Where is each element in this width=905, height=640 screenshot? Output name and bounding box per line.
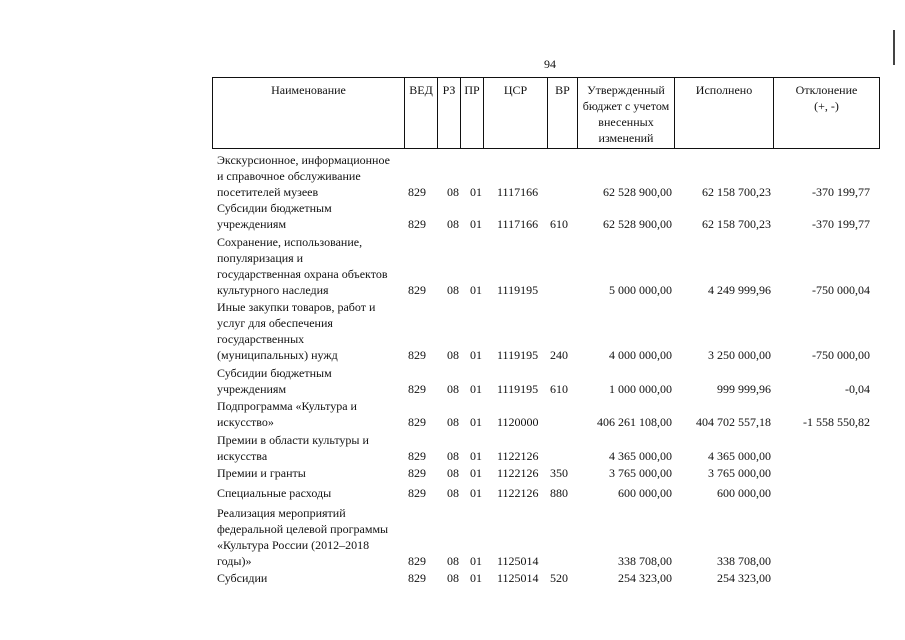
cell-pr: 01 bbox=[470, 217, 482, 231]
cell-rz: 08 bbox=[447, 283, 459, 297]
row-name bbox=[217, 365, 399, 397]
table-row bbox=[0, 234, 905, 298]
cell-rz: 08 bbox=[447, 217, 459, 231]
row-name bbox=[217, 570, 399, 586]
table-row bbox=[0, 200, 905, 232]
cell-vr: 610 bbox=[550, 217, 568, 231]
cell-rz: 08 bbox=[447, 348, 459, 362]
row-name bbox=[217, 299, 399, 363]
cell-pr: 01 bbox=[470, 449, 482, 463]
header-deviation-line: (+, -) bbox=[814, 99, 839, 113]
header-deviation bbox=[774, 78, 879, 148]
row-name-line: Иные закупки товаров, работ и bbox=[217, 300, 376, 314]
header-name-line: Наименование bbox=[271, 83, 346, 97]
cell-approved: 254 323,00 bbox=[618, 571, 672, 585]
cell-pr: 01 bbox=[470, 554, 482, 568]
table-row bbox=[0, 432, 905, 464]
row-name-line: и справочное обслуживание bbox=[217, 169, 361, 183]
cell-executed: 4 365 000,00 bbox=[708, 449, 771, 463]
cell-ved: 829 bbox=[408, 554, 426, 568]
row-name bbox=[217, 505, 399, 569]
row-name-line: искусства bbox=[217, 449, 268, 463]
scan-edge-mark bbox=[893, 30, 895, 65]
header-vr-line: ВР bbox=[555, 83, 570, 97]
row-name-line: Специальные расходы bbox=[217, 486, 332, 500]
header-deviation-line: Отклонение bbox=[795, 83, 858, 97]
cell-ved: 829 bbox=[408, 449, 426, 463]
cell-deviation: -370 199,77 bbox=[812, 217, 870, 231]
cell-vr: 610 bbox=[550, 382, 568, 396]
row-name-line: популяризация и bbox=[217, 251, 304, 265]
row-name-line: Подпрограмма «Культура и bbox=[217, 399, 357, 413]
header-executed-line: Исполнено bbox=[695, 83, 753, 97]
cell-approved: 62 528 900,00 bbox=[603, 217, 672, 231]
cell-approved: 4 000 000,00 bbox=[609, 348, 672, 362]
row-name-line: государственная охрана объектов bbox=[217, 267, 388, 281]
cell-approved: 1 000 000,00 bbox=[609, 382, 672, 396]
table-row bbox=[0, 465, 905, 481]
cell-ved: 829 bbox=[408, 217, 426, 231]
table-row bbox=[0, 398, 905, 430]
header-approved-line: изменений bbox=[598, 131, 654, 145]
cell-rz: 08 bbox=[447, 449, 459, 463]
header-csr-line: ЦСР bbox=[503, 83, 528, 97]
row-name-line: (муниципальных) нужд bbox=[217, 348, 338, 362]
cell-ved: 829 bbox=[408, 571, 426, 585]
cell-csr: 1122126 bbox=[497, 466, 539, 480]
cell-pr: 01 bbox=[470, 486, 482, 500]
cell-csr: 1119195 bbox=[497, 283, 539, 297]
header-approved-line: бюджет с учетом bbox=[582, 99, 670, 113]
table-row bbox=[0, 570, 905, 586]
cell-executed: 338 708,00 bbox=[717, 554, 771, 568]
cell-approved: 3 765 000,00 bbox=[609, 466, 672, 480]
table-row bbox=[0, 485, 905, 501]
cell-deviation: -370 199,77 bbox=[812, 185, 870, 199]
row-name-line: искусство» bbox=[217, 415, 274, 429]
cell-rz: 08 bbox=[447, 466, 459, 480]
header-csr bbox=[484, 78, 548, 148]
cell-executed: 254 323,00 bbox=[717, 571, 771, 585]
cell-executed: 404 702 557,18 bbox=[696, 415, 771, 429]
cell-executed: 999 999,96 bbox=[717, 382, 771, 396]
row-name bbox=[217, 432, 399, 464]
row-name-line: Премии и гранты bbox=[217, 466, 306, 480]
cell-ved: 829 bbox=[408, 486, 426, 500]
row-name-line: годы)» bbox=[217, 554, 252, 568]
page-number: 94 bbox=[544, 57, 556, 71]
row-name bbox=[217, 234, 399, 298]
row-name bbox=[217, 200, 399, 232]
cell-rz: 08 bbox=[447, 486, 459, 500]
cell-csr: 1119195 bbox=[497, 382, 539, 396]
row-name-line: государственных bbox=[217, 332, 305, 346]
cell-approved: 5 000 000,00 bbox=[609, 283, 672, 297]
cell-csr: 1125014 bbox=[497, 554, 539, 568]
cell-executed: 600 000,00 bbox=[717, 486, 771, 500]
row-name-line: посетителей музеев bbox=[217, 185, 319, 199]
header-approved-line: внесенных bbox=[598, 115, 654, 129]
cell-ved: 829 bbox=[408, 283, 426, 297]
row-name bbox=[217, 152, 399, 200]
row-name-line: Экскурсионное, информационное bbox=[217, 153, 390, 167]
cell-csr: 1120000 bbox=[497, 415, 539, 429]
header-ved bbox=[405, 78, 438, 148]
header-rz-line: РЗ bbox=[442, 83, 456, 97]
cell-pr: 01 bbox=[470, 382, 482, 396]
cell-ved: 829 bbox=[408, 382, 426, 396]
table-row bbox=[0, 365, 905, 397]
cell-approved: 406 261 108,00 bbox=[597, 415, 672, 429]
cell-csr: 1122126 bbox=[497, 486, 539, 500]
row-name-line: культурного наследия bbox=[217, 283, 329, 297]
cell-vr: 240 bbox=[550, 348, 568, 362]
cell-executed: 62 158 700,23 bbox=[702, 185, 771, 199]
cell-pr: 01 bbox=[470, 283, 482, 297]
row-name-line: Субсидии bbox=[217, 571, 268, 585]
cell-approved: 338 708,00 bbox=[618, 554, 672, 568]
header-approved-line: Утвержденный bbox=[587, 83, 665, 97]
header-vr bbox=[548, 78, 578, 148]
cell-pr: 01 bbox=[470, 415, 482, 429]
cell-pr: 01 bbox=[470, 348, 482, 362]
cell-csr: 1119195 bbox=[497, 348, 539, 362]
cell-pr: 01 bbox=[470, 466, 482, 480]
cell-approved: 600 000,00 bbox=[618, 486, 672, 500]
table-row bbox=[0, 505, 905, 569]
row-name-line: учреждениям bbox=[217, 382, 287, 396]
row-name-line: Реализация мероприятий bbox=[217, 506, 346, 520]
row-name-line: федеральной целевой программы bbox=[217, 522, 389, 536]
cell-deviation: -750 000,04 bbox=[812, 283, 870, 297]
cell-csr: 1117166 bbox=[497, 217, 539, 231]
cell-deviation: -1 558 550,82 bbox=[803, 415, 870, 429]
row-name-line: «Культура России (2012–2018 bbox=[217, 538, 370, 552]
header-ved-line: ВЕД bbox=[409, 83, 433, 97]
cell-approved: 62 528 900,00 bbox=[603, 185, 672, 199]
table-header bbox=[212, 77, 880, 149]
cell-executed: 62 158 700,23 bbox=[702, 217, 771, 231]
header-pr bbox=[461, 78, 484, 148]
cell-executed: 3 765 000,00 bbox=[708, 466, 771, 480]
row-name-line: учреждениям bbox=[217, 217, 287, 231]
header-name bbox=[213, 78, 405, 148]
row-name bbox=[217, 465, 399, 481]
header-rz bbox=[438, 78, 461, 148]
cell-rz: 08 bbox=[447, 382, 459, 396]
cell-rz: 08 bbox=[447, 415, 459, 429]
cell-rz: 08 bbox=[447, 571, 459, 585]
row-name bbox=[217, 485, 399, 501]
cell-csr: 1125014 bbox=[497, 571, 539, 585]
cell-ved: 829 bbox=[408, 185, 426, 199]
cell-vr: 880 bbox=[550, 486, 568, 500]
cell-executed: 4 249 999,96 bbox=[708, 283, 771, 297]
cell-rz: 08 bbox=[447, 185, 459, 199]
row-name-line: Премии в области культуры и bbox=[217, 433, 369, 447]
header-executed bbox=[675, 78, 774, 148]
cell-vr: 520 bbox=[550, 571, 568, 585]
header-pr-line: ПР bbox=[464, 83, 480, 97]
cell-ved: 829 bbox=[408, 466, 426, 480]
cell-deviation: -750 000,00 bbox=[812, 348, 870, 362]
row-name-line: Сохранение, использование, bbox=[217, 235, 363, 249]
row-name-line: Субсидии бюджетным bbox=[217, 366, 332, 380]
cell-rz: 08 bbox=[447, 554, 459, 568]
cell-pr: 01 bbox=[470, 571, 482, 585]
cell-deviation: -0,04 bbox=[845, 382, 870, 396]
cell-ved: 829 bbox=[408, 348, 426, 362]
table-row bbox=[0, 299, 905, 363]
row-name-line: услуг для обеспечения bbox=[217, 316, 333, 330]
header-approved bbox=[578, 78, 675, 148]
cell-pr: 01 bbox=[470, 185, 482, 199]
table-row bbox=[0, 152, 905, 200]
cell-executed: 3 250 000,00 bbox=[708, 348, 771, 362]
cell-csr: 1117166 bbox=[497, 185, 539, 199]
cell-vr: 350 bbox=[550, 466, 568, 480]
cell-ved: 829 bbox=[408, 415, 426, 429]
row-name-line: Субсидии бюджетным bbox=[217, 201, 332, 215]
cell-csr: 1122126 bbox=[497, 449, 539, 463]
row-name bbox=[217, 398, 399, 430]
cell-approved: 4 365 000,00 bbox=[609, 449, 672, 463]
